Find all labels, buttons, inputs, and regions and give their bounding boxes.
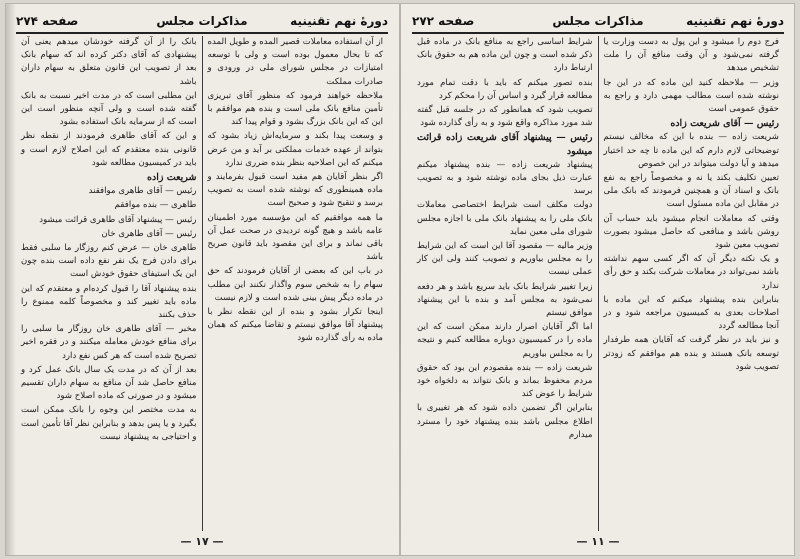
paragraph: پیشنهاد شریعت زاده — بنده پیشنهاد میکنم عبارت ذیل بجای ماده نوشته شود و به تصویب برسد [417,159,593,197]
left-page-session: دورۀ نهم تقنینیه [290,14,388,28]
right-page-footer: — ۱۱ — [576,535,620,548]
right-page-header [412,10,784,34]
paragraph: مخبر — آقای طاهری خان روزگار ما سلبی را برای منافع خودش معامله میکنند و در فقره اخیر تصریح شده است که هر کس نفع دارد [21,324,197,361]
paragraph: تعیین تکلیف بکند یا نه و مخصوصاً راجع به نفع بانک و اسناد آن و همچنین فرمودند که بانک ملی در مقابل این ماده مسئول است [603,173,779,210]
paragraph: شریعت زاده — بنده با این که مخالف نیستم توضیحاتی لازم دارم که این ماده تا چه حد اختیار میدهد و آیا دولت میتواند در این خصوص [603,132,779,169]
paragraph: طاهری خان — عرض کنم روزگار ما سلبی فقط برای دادن فرج یک نفر نفع داده است بنده چون این یک استیفای حقوق خودش است [21,243,197,280]
paragraph: اما اگر آقایان اصرار دارند ممکن است که این ماده را در کمیسیون دوباره مطالعه کنیم و نتیجه را به مجلس بیاوریم [417,322,593,359]
paragraph: شرایط اساسی راجع به منافع بانک در ماده قبل ذکر شده است و چون این ماده هم به حقوق بانک ارتباط دارد [417,37,593,74]
paragraph: این مطلبی است که در مدت اخیر نسبت به بانک گفته شده است و ولی آنچه منظور است این است که از سرمایه بانک استفاده بشود [21,90,197,128]
right-page [404,4,792,555]
paragraph: و یک نکته دیگر آن که اگر کسی سهم نداشته باشد نمی‌تواند در معاملات شرکت بکند و حق رأی ندارد [603,254,779,291]
paragraph: فرج دوم را میشود و این پول به دست وزارت یا گرفته نمی‌شود و آن وقت منافع آن را ملت تشخیص میدهد [603,37,779,74]
right-page-col-right [599,36,785,531]
vote-line: رئیس — آقای طاهری خان [101,228,197,239]
left-page-header [16,10,388,34]
paragraph: اگر بنظر آقایان هم مفید است قبول بفرمایند و ماده همینطوری که نوشته شده است به تصویب برسد و تنقیح شود و صحیح است [207,172,383,209]
paragraph: وقتی که معاملات انجام میشود باید حساب آن روشن باشد و منافعی که حاصل میشود بصورت تصویب معین شود [603,213,779,251]
paragraph: به مدت مختصر این وجوه را بانک ممکن است بگیرد و یا پس بدهد و بنابراین نظر آقا تأمین است و احتیاجی به پیشنهاد نیست [21,405,197,442]
right-page-session: دورۀ نهم تقنینیه [686,14,784,28]
book-spread [6,4,794,555]
left-page-col-right [203,36,389,531]
right-page-columns [412,36,784,531]
paragraph: از آن استفاده معاملات قصیر المده و طویل المده که تا بحال معمول بوده است و ولی با توسعه امتیازات در مجلس شورای ملی در ورودی و صادرات مملکت [207,37,383,87]
paragraph: بنابراین بنده پیشنهاد میکنم که این ماده با اصلاحات بعدی به کمیسیون مراجعه شود و در آنجا مطالعه گردد [603,294,779,332]
speaker-heading: رئیس — پیشنهاد آقای شریعت زاده قرائت میشود [417,132,593,157]
paragraph: ملاحظه خواهند فرمود که منظور آقای تبریزی تأمین منافع بانک ملی است و بنده هم موافقم با این که این بانک بزرگ بشود و قوام پیدا کند [207,90,383,128]
paragraph: وزیر — ملاحظه کنید این ماده که در این جا نوشته شده است مطالب مهمی دارد و راجع به حقوق عمومی است [603,77,779,115]
right-page-col-left [412,36,599,531]
left-page-columns [16,36,388,531]
vote-line: طاهری — بنده موافقم [114,200,197,211]
paragraph: اینجا تکرار بشود و بنده از این نقطه نظر با پیشنهاد آقا موافق نیستم و تقاضا میکنم که همان ماده به رأی گذارده شود [207,307,383,344]
right-page-number: صفحه ۲۷۲ [412,14,475,28]
vote-line: رئیس — آقای طاهری موافقند [88,186,197,197]
paragraph: بنده تصور میکنم که باید با دقت تمام مورد مطالعه قرار گیرد و اساس آن را محکم کرد [417,77,593,101]
book-gutter [399,4,401,555]
paragraph: زیرا تغییر شرایط بانک باید سریع باشد و هر دفعه نمی‌شود به مجلس آمد و بنده با این پیشنهاد موافق نیستم [417,281,593,319]
paragraph: در باب این که بعضی از آقایان فرمودند که حق سهام را به شخص سوم واگذار نکنند این مطلب در ماده دیگر پیش بینی شده است و لازم نیست [207,266,383,303]
paragraph: بنده پیشنهاد آقا را قبول کرده‌ام و معتقدم که این ماده باید تغییر کند و مخصوصاً کلمه ممنوع را حذف بکنند [21,283,197,321]
paragraph: بنابراین اگر تضمین داده شود که هر تغییری با اطلاع مجلس باشد بنده پیشنهاد خود را مسترد میدارم [417,403,593,440]
vote-line: رئیس — پیشنهاد آقای طاهری قرائت میشود [39,214,197,225]
left-page [8,4,396,555]
paragraph: بانک را از آن گرفته خودشان میدهم یعنی آن پیشنهادی که آقای دکتر کرده اند که سهام بانک بعد از تصویب این قانون متعلق به سهام داران باشد [21,37,197,87]
paragraph: ما همه موافقیم که این مؤسسه مورد اطمینان عامه باشد و هیچ گونه تردیدی در صحت عمل آن باقی نماند و برای این مقصود باید قانون صریح باشد [207,212,383,263]
paragraph: و این که آقای طاهری فرمودند از نقطه نظر قانونی بنده معتقدم که این اصلاح لازم است و باید در کمیسیون مطالعه شود [21,131,197,168]
paragraph: شریعت زاده — بنده مقصودم این بود که حقوق مردم محفوظ بماند و بانک نتواند به دلخواه خود شرایط را عوض کند [417,362,593,400]
right-page-title: مذاکرات مجلس [552,14,644,28]
left-page-title: مذاکرات مجلس [156,14,248,28]
speaker-heading: رئیس — آقای شریعت زاده [670,118,779,130]
speaker-heading: شریعت زاده [147,172,197,184]
paragraph: بعد از آن که در مدت یک سال بانک عمل کرد و منافع حاصل شد آن منافع به سهام داران تقسیم میشود و در صورتی که ماده اصلاح شود [21,364,197,402]
left-page-number: صفحه ۲۷۴ [16,14,79,28]
paragraph: وزیر مالیه — مقصود آقا این است که این شرایط را به مجلس بیاوریم و تصویب کنند ولی این کار عملی نیست [417,241,593,278]
left-page-footer: — ۱۷ — [180,535,224,548]
paragraph: دولت مکلف است شرایط اختصاصی معاملات بانک ملی را به پیشنهاد بانک ملی با اجازه مجلس شورای ملی معین نماید [417,200,593,237]
paragraph: و نیز باید در نظر گرفت که آقایان همه طرفدار توسعه بانک هستند و بنده هم موافقم که زودتر تصویب شود [603,335,779,372]
left-page-col-left [16,36,203,531]
paragraph: و وسعت پیدا بکند و سرمایه‌اش زیاد بشود که بتواند از عهده خدمات مملکتی بر آید و من عرض میکنم که این اصلاحیه بنظر بنده ضرری ندارد [207,131,383,168]
paragraph: تصویب شود که همانطور که در جلسه قبل گفته شد مورد مذاکره واقع شود و به رأی گذارده شود [417,105,593,129]
